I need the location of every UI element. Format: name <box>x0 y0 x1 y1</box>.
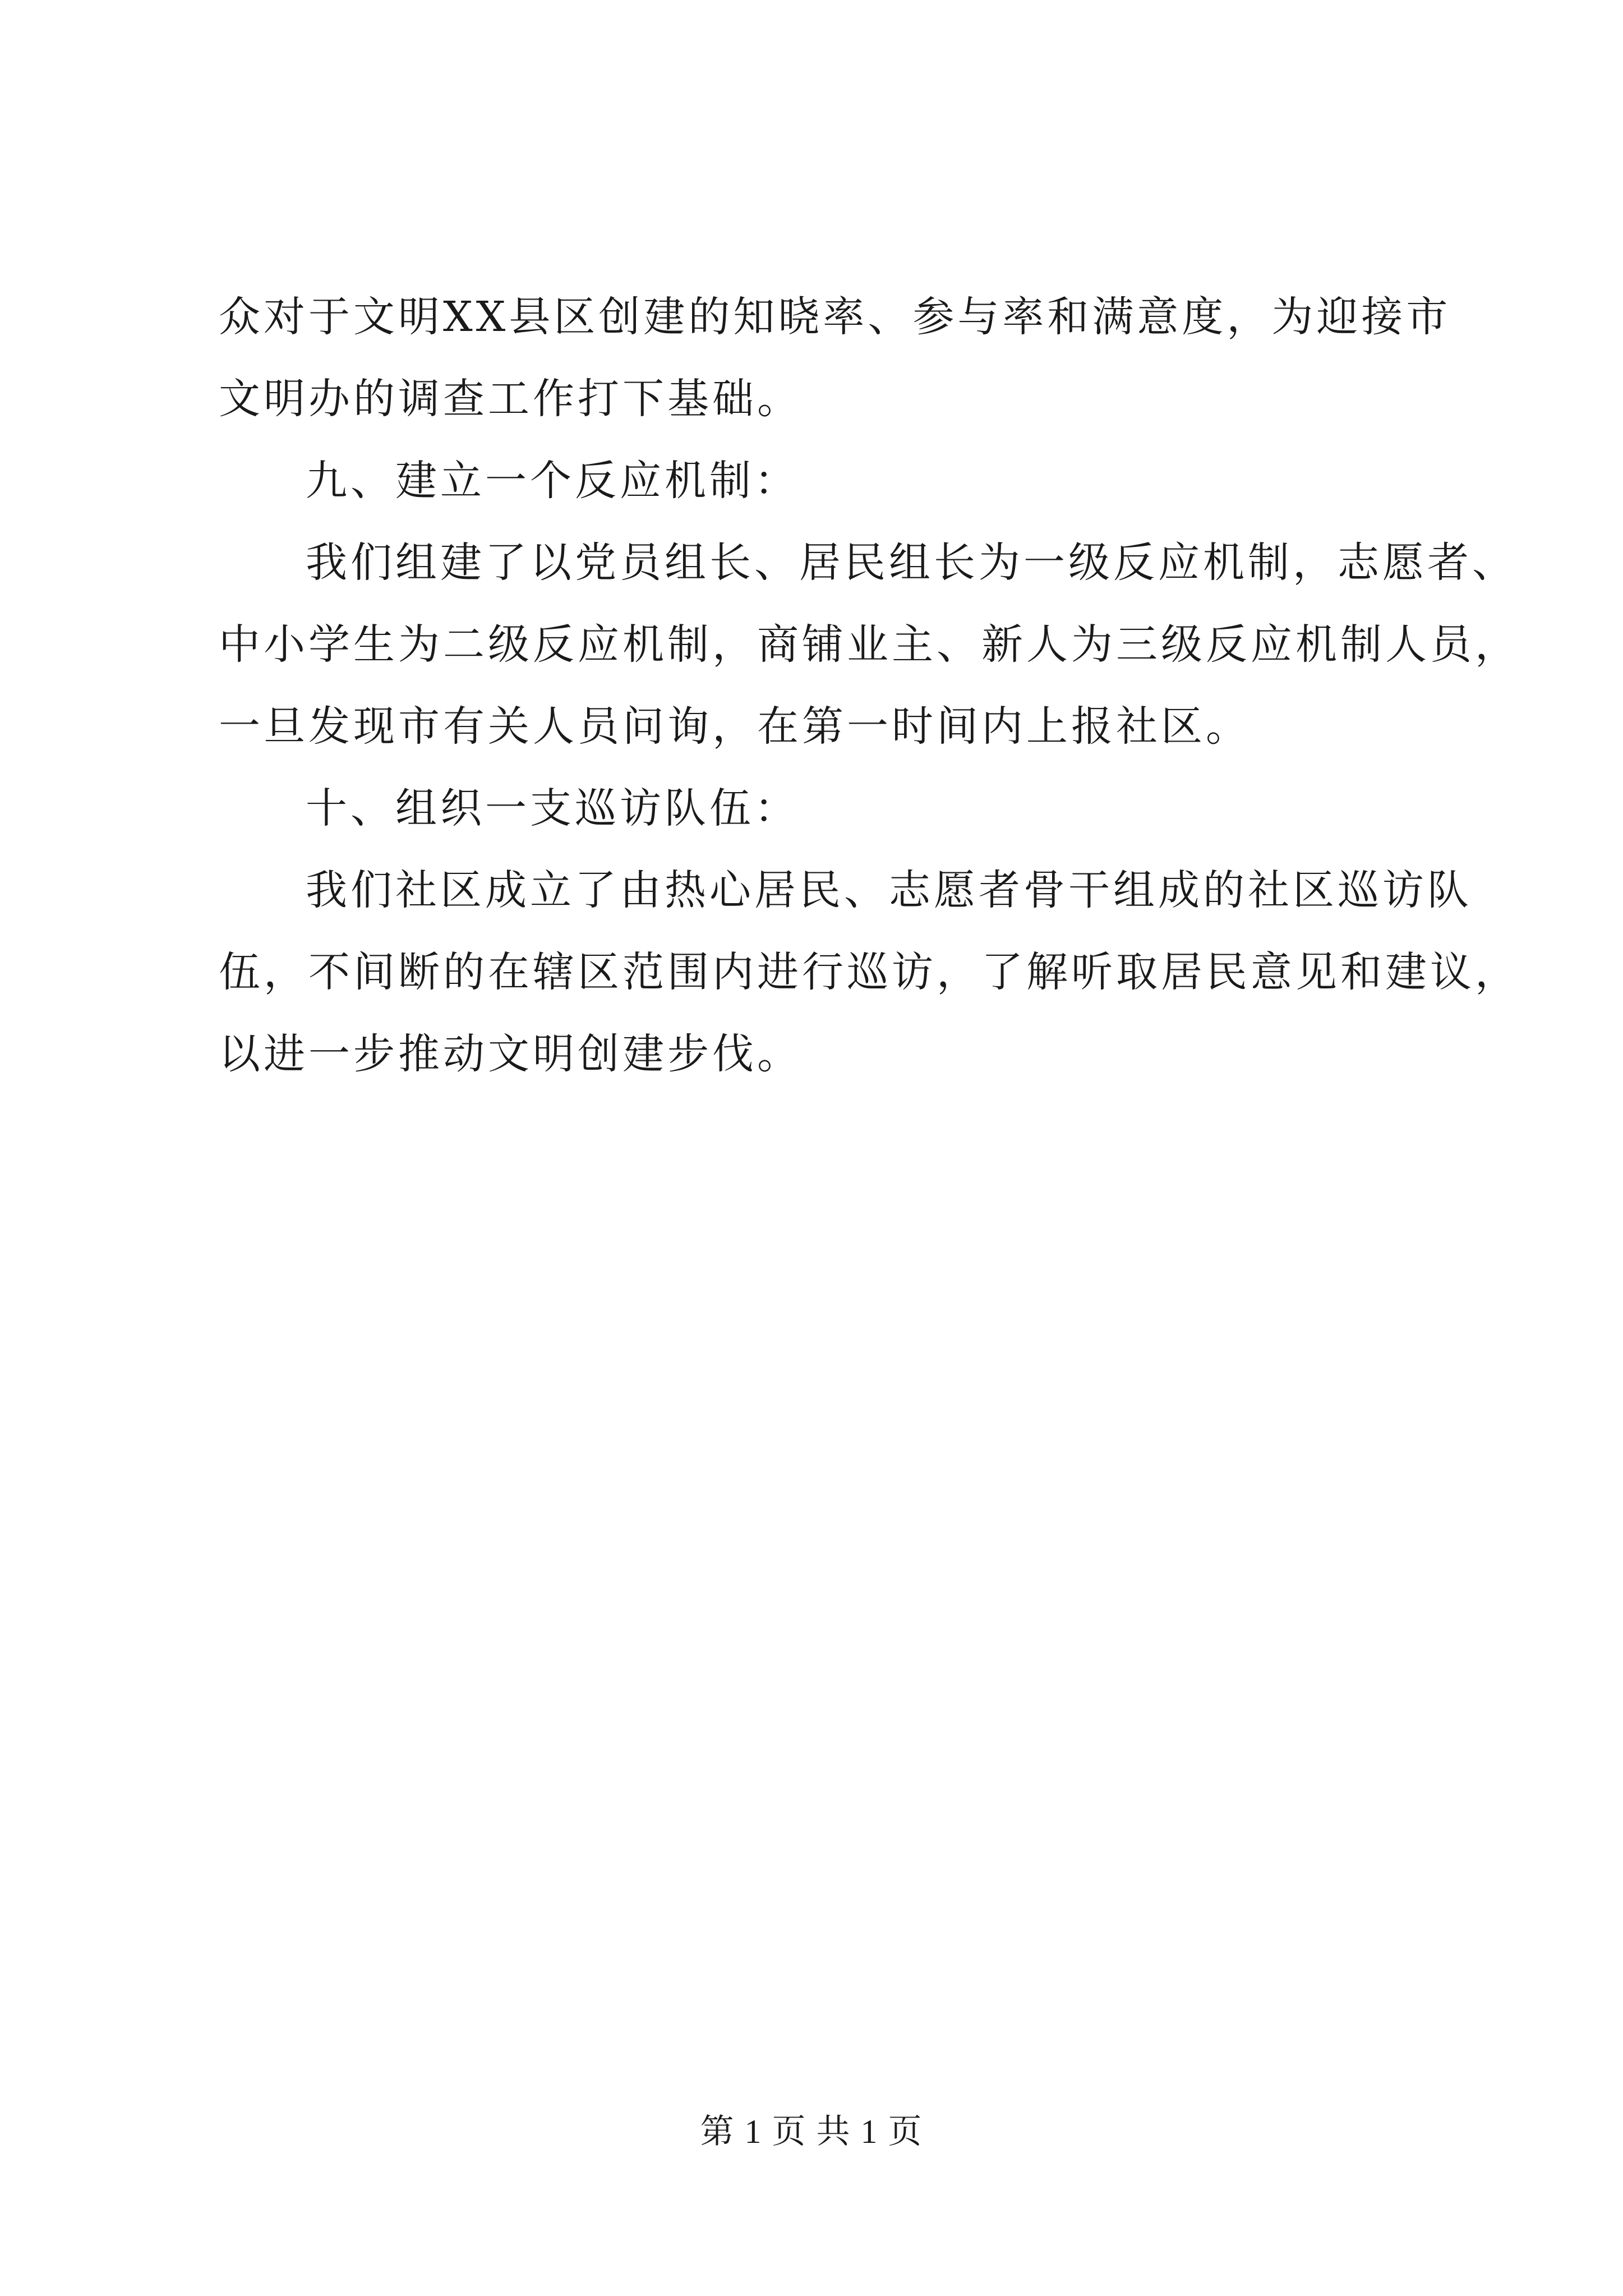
section-heading: 九、建立一个反应机制： <box>306 457 799 505</box>
paragraph-line: 中小学生为二级反应机制，商铺业主、新人为三级反应机制人员， <box>219 620 1520 669</box>
page-number-footer: 第 1 页 共 1 页 <box>700 2113 923 2150</box>
section-heading: 十、组织一支巡访队伍： <box>306 784 799 832</box>
document-body <box>219 292 1520 1111</box>
paragraph-line: 我们组建了以党员组长、居民组长为一级反应机制，志愿者、 <box>306 539 1517 587</box>
paragraph-line: 一旦发现市有关人员问询，在第一时间内上报社区。 <box>219 702 1251 751</box>
paragraph-line: 文明办的调查工作打下基础。 <box>219 375 802 423</box>
paragraph-line: 伍，不间断的在辖区范围内进行巡访，了解听取居民意见和建议， <box>219 948 1520 996</box>
paragraph-line: 我们社区成立了由热心居民、志愿者骨干组成的社区巡访队 <box>306 866 1472 914</box>
paragraph-line: 众对于文明XX县区创建的知晓率、参与率和满意度，为迎接市 <box>219 293 1451 341</box>
paragraph-line: 以进一步推动文明创建步伐。 <box>219 1030 802 1078</box>
